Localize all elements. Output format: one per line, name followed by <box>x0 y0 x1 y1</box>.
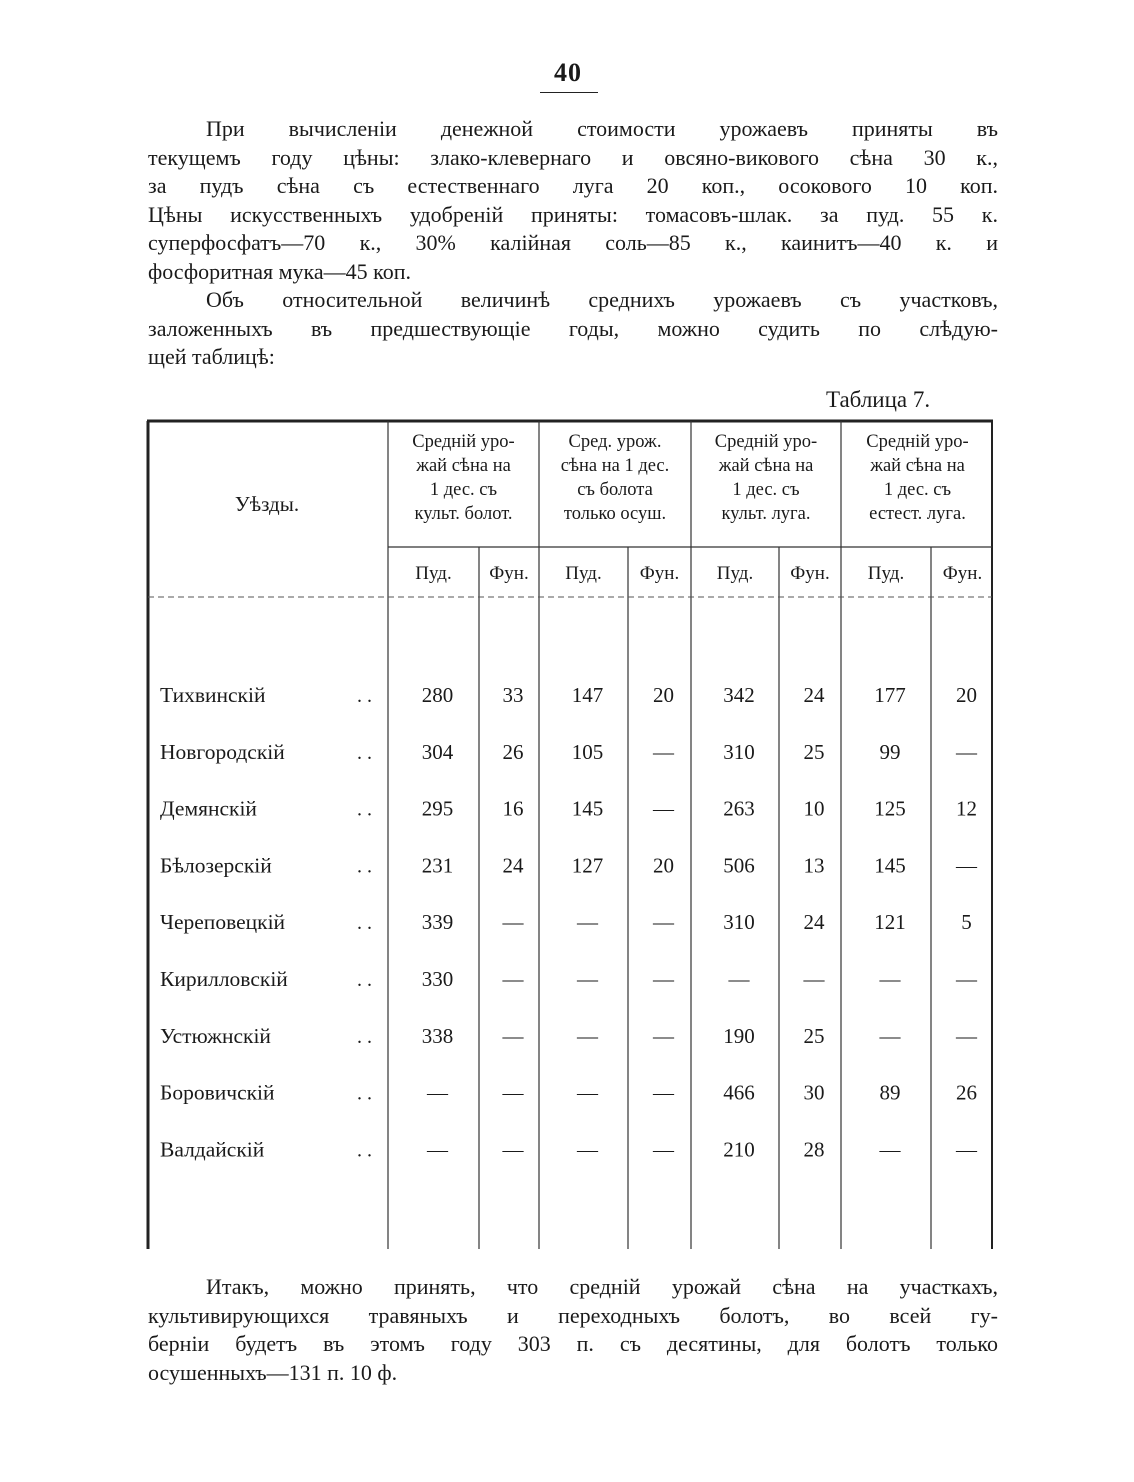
leader-dots: . . <box>357 685 372 707</box>
group-header-line: 1 дес. съ <box>732 480 800 500</box>
cell-value: — <box>956 1023 977 1048</box>
cell-value: 10 <box>803 796 825 821</box>
group-header-line: естест. луга. <box>869 504 966 524</box>
cell-value: 20 <box>956 683 977 707</box>
text-line: Итакъ, можно принять, что средній урожай сѣна на участкахъ, <box>206 1274 998 1299</box>
group-header-line: жай сѣна на <box>870 456 965 476</box>
paragraph-prices <box>148 115 998 286</box>
cell-value: — <box>728 967 750 991</box>
cell-value: 13 <box>803 853 825 878</box>
text-line: щей таблицѣ: <box>148 344 275 369</box>
leader-dots: . . <box>357 798 372 821</box>
leader-dots: . . <box>357 912 372 935</box>
cell-value: 20 <box>653 853 674 878</box>
leader-dots: . . <box>357 855 372 878</box>
cell-value: 5 <box>961 910 972 935</box>
text-line: берніи будетъ въ этомъ году 303 п. съ десятины, для болотъ только <box>148 1331 998 1356</box>
cell-value: 304 <box>421 739 454 764</box>
district-name: Бѣлозерскій <box>160 853 272 878</box>
cell-value: 99 <box>879 739 901 764</box>
district-name: Демянскій <box>160 796 257 821</box>
cell-value: 25 <box>803 1023 825 1048</box>
group-header-line: только осуш. <box>563 504 667 524</box>
district-name: Тихвинскій <box>160 683 266 707</box>
cell-value: 339 <box>421 910 454 935</box>
text-line: Цѣны искусственныхъ удобреній приняты: томасовъ-шлак. за пуд. 55 к. <box>148 201 998 227</box>
unit-label: Фун. <box>639 563 680 584</box>
leader-dots: . . <box>357 741 372 764</box>
leader-dots: . . <box>357 1025 372 1048</box>
cell-value: — <box>879 1137 901 1162</box>
cell-value: — <box>956 967 977 991</box>
cell-value: 330 <box>421 967 454 991</box>
cell-value: — <box>577 1023 598 1048</box>
district-name: Боровичскій <box>160 1080 275 1105</box>
cell-value: 145 <box>874 853 906 878</box>
cell-value: 25 <box>803 739 825 764</box>
cell-value: 147 <box>571 683 604 707</box>
unit-label: Пуд. <box>867 563 905 584</box>
table-caption: Таблица 7. <box>826 387 931 412</box>
cell-value: 125 <box>874 796 906 821</box>
yield-table <box>146 419 994 1249</box>
group-header-line: культ. болот. <box>414 504 513 524</box>
group-header-line: Средній уро- <box>714 432 818 452</box>
cell-value: — <box>653 910 674 935</box>
cell-value: 127 <box>571 853 604 878</box>
cell-value: 24 <box>803 683 825 707</box>
cell-value: — <box>502 1023 524 1048</box>
cell-value: — <box>653 1080 674 1105</box>
cell-value: — <box>803 967 825 991</box>
group-header-line: Средній уро- <box>866 432 969 452</box>
group-header-line: Средній уро- <box>412 432 515 452</box>
district-name: Валдайскій <box>160 1137 265 1162</box>
cell-value: 24 <box>502 853 524 878</box>
yield-table-svg <box>146 419 994 1249</box>
cell-value: — <box>653 796 674 821</box>
cell-value: 12 <box>956 796 977 821</box>
page-number: 40 <box>554 58 582 87</box>
text-line: суперфосфатъ—70 к., 30% калійная соль—85 к., каинитъ—40 к. и <box>148 230 998 255</box>
group-header-line: 1 дес. съ <box>883 480 952 500</box>
group-header-line: жай сѣна на <box>416 456 511 476</box>
unit-label: Пуд. <box>716 563 754 584</box>
cell-value: — <box>427 1137 448 1162</box>
cell-value: — <box>577 1080 598 1105</box>
text-line: осушенныхъ—131 п. 10 ф. <box>148 1359 398 1385</box>
group-header-line: Сред. урож. <box>568 432 662 452</box>
group-header-line: 1 дес. съ <box>429 480 498 500</box>
district-name: Череповецкій <box>160 910 286 935</box>
group-header-line: съ болота <box>577 480 653 500</box>
text-line: за пудъ сѣна съ естественнаго луга 20 коп., осокового 10 коп. <box>148 173 998 198</box>
paragraph-intro <box>148 286 998 372</box>
cell-value: — <box>577 1137 598 1162</box>
cell-value: 26 <box>956 1080 977 1105</box>
cell-value: — <box>427 1080 448 1105</box>
unit-label: Фун. <box>790 563 830 584</box>
group-header-line: жай сѣна на <box>718 456 814 476</box>
cell-value: 28 <box>803 1137 825 1162</box>
district-name: Новгородскій <box>160 739 285 764</box>
unit-label: Пуд. <box>565 563 602 584</box>
cell-value: 121 <box>874 910 906 935</box>
unit-label: Пуд. <box>415 563 452 584</box>
text-line: заложенныхъ въ предшествующіе годы, можно судить по слѣдую- <box>148 315 998 341</box>
cell-value: — <box>956 1137 977 1162</box>
cell-value: 295 <box>421 796 454 821</box>
cell-value: 145 <box>571 796 604 821</box>
text-line: При вычисленіи денежной стоимости урожаевъ приняты въ <box>206 116 998 141</box>
leader-dots: . . <box>357 1139 372 1162</box>
cell-value: — <box>502 910 524 935</box>
cell-value: 24 <box>803 910 825 935</box>
district-name: Устюжнскій <box>160 1023 271 1048</box>
cell-value: — <box>653 1023 674 1048</box>
cell-value: 310 <box>723 910 755 935</box>
cell-value: — <box>653 739 674 764</box>
cell-value: — <box>653 967 674 991</box>
unit-label: Фун. <box>489 563 529 584</box>
group-header-line: сѣна на 1 дес. <box>560 456 670 476</box>
cell-value: 89 <box>879 1080 901 1105</box>
cell-value: 231 <box>421 853 454 878</box>
district-name: Кирилловскій <box>160 967 288 991</box>
unit-label: Фун. <box>942 563 983 584</box>
text-line: культивирующихся травяныхъ и переходныхъ болотъ, во всей гу- <box>148 1302 998 1328</box>
cell-value: 338 <box>421 1023 454 1048</box>
cell-value: 310 <box>723 739 755 764</box>
cell-value: — <box>956 853 977 878</box>
cell-value: — <box>577 910 598 935</box>
leader-dots: . . <box>357 969 372 991</box>
cell-value: — <box>502 1080 524 1105</box>
cell-value: 280 <box>421 683 454 707</box>
cell-value: 177 <box>874 683 906 707</box>
cell-value: 16 <box>502 796 524 821</box>
cell-value: — <box>653 1137 674 1162</box>
cell-value: 30 <box>803 1080 825 1105</box>
paragraph-conclusion <box>148 1273 998 1387</box>
cell-value: — <box>879 1023 901 1048</box>
row-header-label: Уѣзды. <box>234 492 300 516</box>
cell-value: — <box>956 739 977 764</box>
cell-value: 26 <box>502 739 524 764</box>
cell-value: 263 <box>723 796 755 821</box>
text-line: текущемъ году цѣны: злако-клевернаго и овсяно-викового сѣна 30 к., <box>148 144 998 170</box>
cell-value: 466 <box>723 1080 755 1105</box>
text-line: Объ относительной величинѣ среднихъ урожаевъ съ участковъ, <box>206 287 998 312</box>
cell-value: 190 <box>723 1023 755 1048</box>
group-header-line: культ. луга. <box>721 504 811 524</box>
text-line: фосфоритная мука—45 коп. <box>148 258 412 284</box>
page-number-rule <box>540 92 598 93</box>
cell-value: 506 <box>723 853 755 878</box>
cell-value: — <box>879 967 901 991</box>
leader-dots: . . <box>357 1082 372 1105</box>
cell-value: — <box>577 967 598 991</box>
cell-value: 105 <box>571 739 604 764</box>
cell-value: 20 <box>653 683 674 707</box>
cell-value: — <box>502 967 524 991</box>
cell-value: 210 <box>723 1137 755 1162</box>
cell-value: 342 <box>723 683 755 707</box>
cell-value: — <box>502 1137 524 1162</box>
cell-value: 33 <box>502 683 524 707</box>
